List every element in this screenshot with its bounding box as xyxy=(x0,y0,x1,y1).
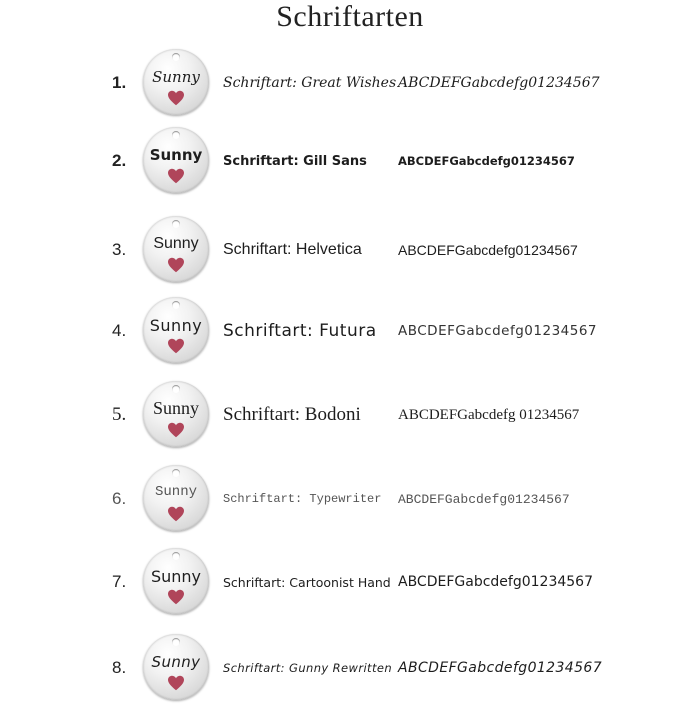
heart-icon xyxy=(167,589,185,605)
name-tag-preview xyxy=(143,634,209,700)
tag-name-text: Sunny xyxy=(154,484,197,500)
row-number: 5. xyxy=(112,404,127,425)
row-number: 2. xyxy=(112,151,127,170)
font-row-cartoonist-hand xyxy=(0,544,700,620)
tag-name-text: Sunny xyxy=(153,235,199,252)
tag-hole xyxy=(172,638,180,646)
font-sample: ABCDEFGabcdefg01234567 xyxy=(398,660,603,676)
heart-icon xyxy=(167,506,185,522)
heart-icon xyxy=(167,338,185,354)
font-row-gunny-rewritten xyxy=(0,630,700,706)
row-number: 4. xyxy=(112,321,127,340)
font-row-helvetica xyxy=(0,212,700,288)
font-label: Schriftart: Cartoonist Hand xyxy=(223,574,391,590)
tag-name-text: Sunny xyxy=(152,68,200,86)
row-number: 7. xyxy=(112,572,127,591)
font-sample: ABCDEFGabcdefg01234567 xyxy=(398,323,598,339)
tag-hole xyxy=(172,552,180,560)
tag-name-text: Sunny xyxy=(152,398,199,418)
name-tag-preview xyxy=(143,216,209,282)
heart-icon xyxy=(167,90,185,106)
tag-name-text: Sunny xyxy=(150,567,202,586)
font-sample: ABCDEFGabcdefg01234567 xyxy=(398,242,578,258)
page-title: Schriftarten xyxy=(276,0,424,33)
heart-icon xyxy=(167,168,185,184)
font-sample: ABCDEFGabcdefg01234567 xyxy=(398,75,600,91)
tag-hole xyxy=(172,53,180,61)
name-tag-preview xyxy=(143,465,209,531)
heart-icon xyxy=(167,675,185,691)
font-row-great-wishes xyxy=(0,45,700,121)
font-sample: ABCDEFGabcdefg01234567 xyxy=(398,574,593,590)
heart-icon xyxy=(167,422,185,438)
font-label: Schriftart: Futura xyxy=(223,321,377,341)
tag-name-text: Sunny xyxy=(149,316,203,335)
row-number: 1. xyxy=(112,73,127,92)
font-label: Schriftart: Bodoni xyxy=(223,404,361,425)
row-number: 8. xyxy=(112,658,127,677)
tag-hole xyxy=(172,385,180,393)
heart-icon xyxy=(167,257,185,273)
font-label: Schriftart: Typewriter xyxy=(223,492,382,506)
tag-hole xyxy=(172,469,180,477)
font-row-futura xyxy=(0,293,700,369)
font-label: Schriftart: Helvetica xyxy=(223,241,362,258)
row-number: 3. xyxy=(112,240,127,259)
name-tag-preview xyxy=(143,381,209,447)
name-tag-preview xyxy=(143,49,209,115)
name-tag-preview xyxy=(143,297,209,363)
font-label: Schriftart: Gunny Rewritten xyxy=(223,661,393,675)
font-sample: ABCDEFGabcdefg 01234567 xyxy=(398,406,580,423)
font-label: Schriftart: Gill Sans xyxy=(223,153,367,169)
name-tag-preview xyxy=(143,127,209,193)
font-row-gill-sans xyxy=(0,123,700,199)
font-row-bodoni xyxy=(0,377,700,453)
font-sample: ABCDEFGabcdefg01234567 xyxy=(398,491,570,507)
tag-hole xyxy=(172,301,180,309)
tag-hole xyxy=(172,131,180,139)
tag-hole xyxy=(172,220,180,228)
name-tag-preview xyxy=(143,548,209,614)
font-sample: ABCDEFGabcdefg01234567 xyxy=(398,154,575,168)
tag-name-text: Sunny xyxy=(149,146,203,164)
font-label: Schriftart: Great Wishes xyxy=(223,75,397,91)
font-row-typewriter xyxy=(0,461,700,537)
tag-name-text: Sunny xyxy=(151,653,201,671)
row-number: 6. xyxy=(112,489,127,508)
